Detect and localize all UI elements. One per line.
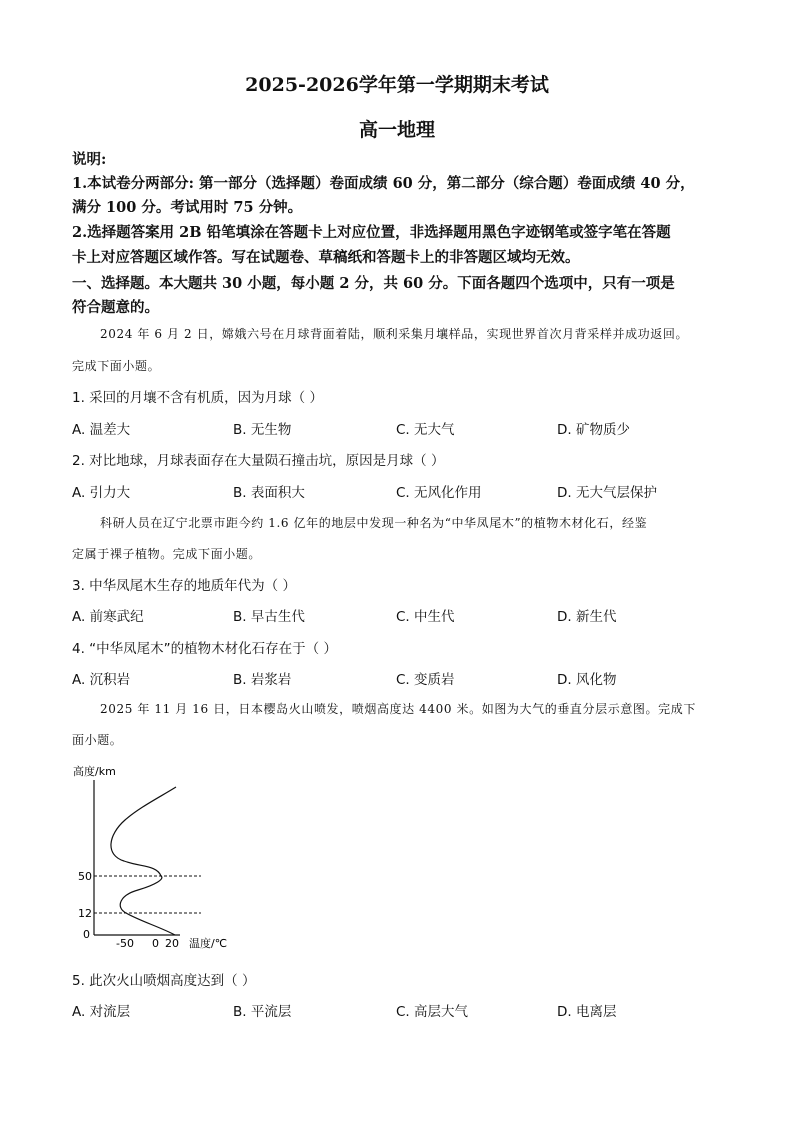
passage-1-line-1: 2024 年 6 月 2 日，嫦娥六号在月球背面着陆，顺利采集月壤样品，实现世界首次月背采样并成功返回。 xyxy=(100,327,689,341)
question-4-option-a: A. 沉积岩 xyxy=(72,672,131,688)
question-4-option-c: C. 变质岩 xyxy=(396,672,455,688)
question-3-option-b: B. 早古生代 xyxy=(233,609,305,625)
instruction-2-line-2: 卡上对应答题区域作答。写在试题卷、草稿纸和答题卡上的非答题区域均无效。 xyxy=(72,249,580,266)
question-5-stem: 5. 此次火山喷烟高度达到（ ） xyxy=(72,973,256,989)
question-2-option-a: A. 引力大 xyxy=(72,485,131,501)
figure-y-axis-label: 高度/km xyxy=(73,765,116,778)
passage-3-line-1: 2025 年 11 月 16 日，日本樱岛火山喷发，喷烟高度达 4400 米。如图为大气的垂直分层示意图。完成下 xyxy=(100,702,696,716)
question-1-option-a: A. 温差大 xyxy=(72,422,131,438)
question-1-stem: 1. 采回的月壤不含有机质，因为月球（ ） xyxy=(72,390,323,406)
section-heading-line-1: 一、选择题。本大题共 30 小题，每小题 2 分，共 60 分。下面各题四个选项中，只有一项是 xyxy=(72,275,675,292)
passage-2-line-1: 科研人员在辽宁北票市距今约 1.6 亿年的地层中发现一种名为“中华凤尾木”的植物木材化石，经鉴 xyxy=(100,516,648,530)
atmosphere-layer-figure xyxy=(60,755,260,955)
question-5-option-a: A. 对流层 xyxy=(72,1004,131,1020)
instruction-1-line-1: 1.本试卷分两部分: 第一部分（选择题）卷面成绩 60 分，第二部分（综合题）卷面成绩 40 分， xyxy=(72,175,695,192)
section-heading-line-2: 符合题意的。 xyxy=(72,299,159,316)
question-2-stem: 2. 对比地球，月球表面存在大量陨石撞击坑，原因是月球（ ） xyxy=(72,453,445,469)
question-3-option-c: C. 中生代 xyxy=(396,609,455,625)
question-1-option-b: B. 无生物 xyxy=(233,422,292,438)
passage-1-line-2: 完成下面小题。 xyxy=(72,359,161,373)
question-3-option-d: D. 新生代 xyxy=(557,609,617,625)
question-5-option-d: D. 电离层 xyxy=(557,1004,617,1020)
figure-x-tick-0: 0 xyxy=(152,937,159,950)
question-2-option-b: B. 表面积大 xyxy=(233,485,305,501)
figure-y-tick-12: 12 xyxy=(78,907,92,920)
question-2-option-d: D. 无大气层保护 xyxy=(557,485,657,501)
figure-y-tick-0: 0 xyxy=(83,928,90,941)
figure-x-tick-minus50: -50 xyxy=(116,937,134,950)
question-1-option-c: C. 无大气 xyxy=(396,422,455,438)
figure-x-tick-20: 20 xyxy=(165,937,179,950)
question-5-option-b: B. 平流层 xyxy=(233,1004,292,1020)
question-4-option-b: B. 岩浆岩 xyxy=(233,672,292,688)
exam-subtitle: 高一地理 xyxy=(358,119,435,141)
exam-title: 2025-2026学年第一学期期末考试 xyxy=(245,74,549,96)
figure-x-axis-label: 温度/℃ xyxy=(189,937,228,950)
instruction-1-line-2: 满分 100 分。考试用时 75 分钟。 xyxy=(72,199,303,216)
figure-y-tick-50: 50 xyxy=(78,870,92,883)
question-3-stem: 3. 中华凤尾木生存的地质年代为（ ） xyxy=(72,578,296,594)
passage-2-line-2: 定属于裸子植物。完成下面小题。 xyxy=(72,547,262,561)
question-5-option-c: C. 高层大气 xyxy=(396,1004,469,1020)
question-1-option-d: D. 矿物质少 xyxy=(557,422,630,438)
passage-3-line-2: 面小题。 xyxy=(72,733,123,747)
instructions-heading: 说明: xyxy=(72,151,107,168)
question-4-option-d: D. 风化物 xyxy=(557,672,617,688)
question-2-option-c: C. 无风化作用 xyxy=(396,485,482,501)
question-3-option-a: A. 前寒武纪 xyxy=(72,609,144,625)
instruction-2-line-1: 2.选择题答案用 2B 铅笔填涂在答题卡上对应位置，非选择题用黑色字迹钢笔或签字笔在答题 xyxy=(72,224,671,241)
question-4-stem: 4. “中华凤尾木”的植物木材化石存在于（ ） xyxy=(72,641,337,657)
